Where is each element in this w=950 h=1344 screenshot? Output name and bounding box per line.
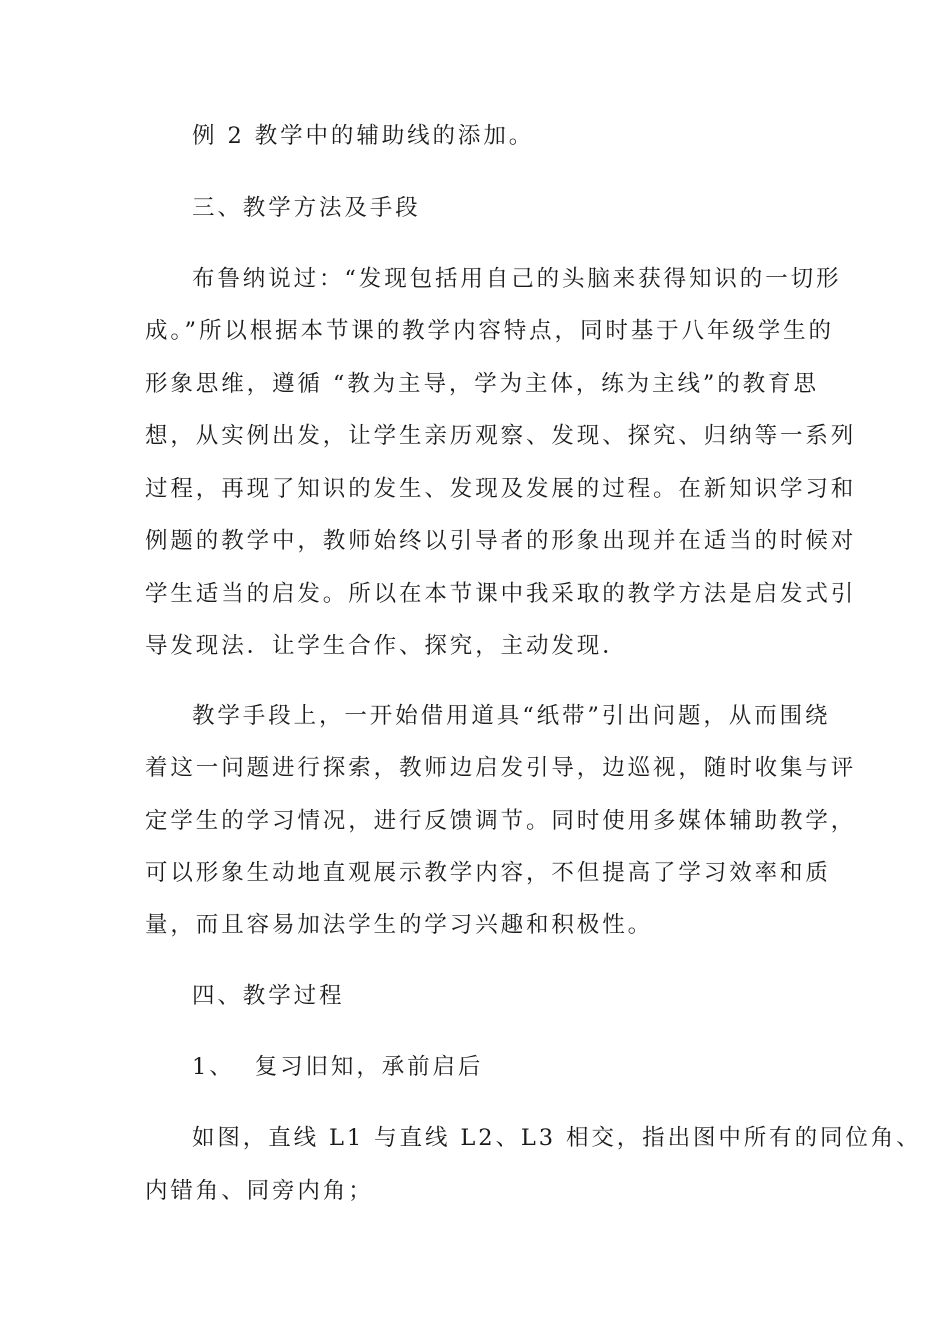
paragraph-line: 量，而且容易加法学生的学习兴趣和积极性。 bbox=[145, 912, 654, 938]
paragraph-line: 布鲁纳说过：“发现包括用自己的头脑来获得知识的一切形 bbox=[192, 266, 842, 292]
section-heading-methods: 三、教学方法及手段 bbox=[192, 195, 421, 221]
paragraph-line: 着这一问题进行探索，教师边启发引导，边巡视，随时收集与评 bbox=[145, 755, 857, 781]
paragraph-line: 内错角、同旁内角； bbox=[145, 1178, 374, 1204]
paragraph-line: 想，从实例出发，让学生亲历观察、发现、探究、归纳等一系列 bbox=[145, 423, 857, 449]
paragraph-line: 成。”所以根据本节课的教学内容特点，同时基于八年级学生的 bbox=[145, 318, 834, 344]
paragraph-line: 定学生的学习情况，进行反馈调节。同时使用多媒体辅助教学， bbox=[145, 808, 857, 834]
paragraph-line: 如图，直线 L1 与直线 L2、L3 相交，指出图中所有的同位角、 bbox=[192, 1125, 922, 1151]
paragraph-line: 过程，再现了知识的发生、发现及发展的过程。在新知识学习和 bbox=[145, 476, 857, 502]
section-heading-process: 四、教学过程 bbox=[192, 983, 345, 1009]
subsection-heading-review: 1、 复习旧知，承前启后 bbox=[192, 1054, 484, 1080]
text-line-example2: 例 2 教学中的辅助线的添加。 bbox=[192, 123, 535, 149]
paragraph-line: 可以形象生动地直观展示教学内容，不但提高了学习效率和质 bbox=[145, 860, 831, 886]
paragraph-line: 教学手段上，一开始借用道具“纸带”引出问题，从而围绕 bbox=[192, 703, 831, 729]
paragraph-line: 形象思维，遵循 “教为主导，学为主体，练为主线”的教育思 bbox=[145, 371, 819, 397]
paragraph-line: 导发现法．让学生合作、探究，主动发现． bbox=[145, 633, 628, 659]
paragraph-line: 例题的教学中，教师始终以引导者的形象出现并在适当的时候对 bbox=[145, 528, 857, 554]
paragraph-line: 学生适当的启发。所以在本节课中我采取的教学方法是启发式引 bbox=[145, 581, 857, 607]
